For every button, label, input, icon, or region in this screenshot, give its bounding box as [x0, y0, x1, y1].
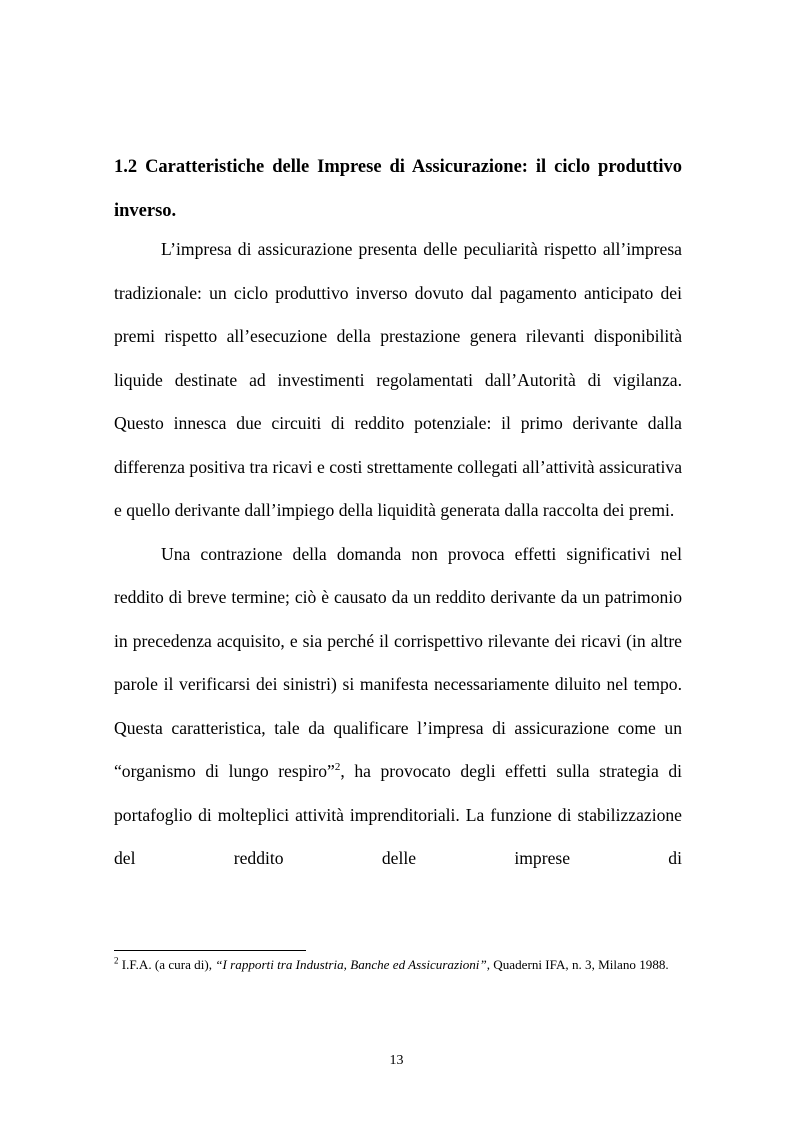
section-heading: 1.2 Caratteristiche delle Imprese di Assicurazione: il ciclo produttivo inverso.	[114, 157, 682, 221]
paragraph-2-text-before: Una contrazione della domanda non provoca effetti significativi nel reddito di breve termine; ciò è causato da un reddito derivante da un patrimonio in precedenza acquisito, e sia perché il corrispettivo rilevante dei ricavi (in altre parole il verificarsi dei sinistri) si manifesta necessariamente diluito nel tempo. Questa caratteristica, tale da qualificare l’impresa di assicurazione come un “organismo di lungo respiro”	[114, 543, 682, 781]
footnote-rest: , Quaderni IFA, n. 3, Milano 1988.	[486, 957, 669, 972]
footnote-reference[interactable]: 2	[334, 761, 341, 774]
footnote-number: 2	[114, 955, 119, 966]
footnote-separator	[114, 950, 306, 951]
paragraph-2	[114, 533, 682, 881]
footnote-author: I.F.A. (a cura di),	[118, 957, 216, 972]
footnote	[114, 956, 694, 974]
footnote-title: “I rapporti tra Industria, Banche ed Assicurazioni”	[215, 957, 487, 972]
body-text	[114, 228, 682, 881]
paragraph-1	[114, 228, 682, 533]
page-number: 13	[389, 1053, 404, 1068]
paragraph-2-text-after: , ha provocato degli effetti sulla strategia di portafoglio di molteplici attività imprenditoriali. La funzione di stabilizzazione del reddito delle imprese di	[114, 761, 683, 868]
paragraph-1-text: L’impresa di assicurazione presenta delle peculiarità rispetto all’impresa tradizionale: un ciclo produttivo inverso dovuto dal pagamento anticipato dei premi rispetto all’esecuzione della prestazione genera rilevanti disponibilità liquide destinate ad investimenti regolamentati dall’Autorità di vigilanza. Questo innesca due circuiti di reddito potenziale: il primo derivante dalla differenza positiva tra ricavi e costi strettamente collegati all’attività assicurativa e quello derivante dall’impiego della liquidità generata dalla raccolta dei premi.	[114, 239, 682, 520]
